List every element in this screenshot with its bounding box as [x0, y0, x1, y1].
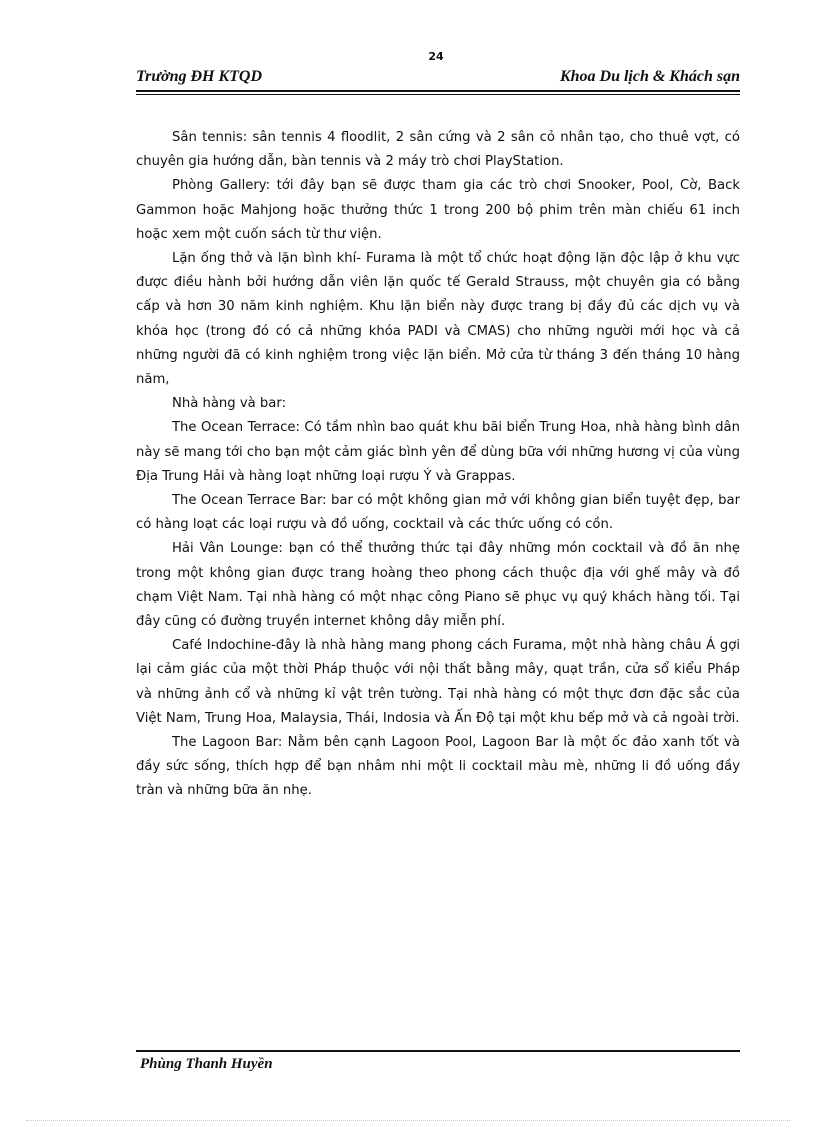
body-text — [136, 126, 740, 804]
page-bottom-dotted-line — [26, 1120, 790, 1121]
paragraph-restaurants-heading: Nhà hàng và bar: — [172, 396, 287, 412]
paragraph-gallery: Phòng Gallery: tới đây bạn sẽ được tham gia các trò chơi Snooker, Pool, Cờ, Back Gammon hoặc Mahjong hoặc thưởng thức 1 trong 200 bộ phim trên màn chiếu 61 inch hoặc xem một cuốn sách từ thư viện. — [136, 178, 740, 242]
paragraph-hai-van-lounge: Hải Vân Lounge: bạn có thể thưởng thức tại đây những món cocktail và đồ ăn nhẹ trong một không gian được trang hoàng theo phong cách thuộc địa với ghế mây và đồ chạm Việt Nam. Tại nhà hàng có một nhạc công Piano sẽ phục vụ quý khách hàng tối. Tại đây cũng có đường truyền internet không dây miễn phí. — [136, 541, 740, 630]
page-header — [136, 68, 740, 90]
header-rule — [136, 90, 740, 92]
paragraph-cafe-indochine: Café Indochine-đây là nhà hàng mang phong cách Furama, một nhà hàng châu Á gợi lại cảm giác của một thời Pháp thuộc với nội thất bằng mây, quạt trần, cửa sổ kiểu Pháp và những ảnh cổ và những kỉ vật trên tường. Tại nhà hàng có một thực đơn đặc sắc của Việt Nam, Trung Hoa, Malaysia, Thái, Indosia và Ấn Độ tại một khu bếp mở và cả ngoài trời. — [136, 638, 740, 726]
footer-rule — [136, 1050, 740, 1052]
paragraph-tennis: Sân tennis: sân tennis 4 floodlit, 2 sân cứng và 2 sân cỏ nhân tạo, cho thuê vợt, có chuyên gia hướng dẫn, bàn tennis và 2 máy trò chơi PlayStation. — [136, 130, 740, 170]
paragraph-ocean-terrace: The Ocean Terrace: Có tầm nhìn bao quát khu bãi biển Trung Hoa, nhà hàng bình dân này sẽ mang tới cho bạn một cảm giác bình yên để dùng bữa với những hương vị của vùng Địa Trung Hải và hàng loạt những loại rượu Ý và Grappas. — [136, 420, 740, 484]
paragraph-ocean-terrace-bar: The Ocean Terrace Bar: bar có một không gian mở với không gian biển tuyệt đẹp, bar có hàng loạt các loại rượu và đồ uống, cocktail và các thức uống có cồn. — [136, 493, 740, 533]
paragraph-lagoon-bar: The Lagoon Bar: Nằm bên cạnh Lagoon Pool, Lagoon Bar là một ốc đảo xanh tốt và đầy sức sống, thích hợp để bạn nhâm nhi một li cocktail màu mè, những li đồ uống đầy tràn và những bữa ăn nhẹ. — [136, 735, 740, 799]
paragraph-diving: Lặn ống thở và lặn bình khí- Furama là một tổ chức hoạt động lặn độc lập ở khu vực được điều hành bởi hướng dẫn viên lặn quốc tế Gerald Strauss, một chuyên gia có bằng cấp và hơn 30 năm kinh nghiệm. Khu lặn biển này được trang bị đầy đủ các dịch vụ và khóa học (trong đó có cả những khóa PADI và CMAS) cho những người mới học và cả những người đã có kinh nghiệm trong việc lặn biển. Mở cửa từ tháng 3 đến tháng 10 hàng năm, — [136, 251, 740, 388]
header-school: Trường ĐH KTQD — [136, 68, 263, 85]
page-number: 24 — [428, 50, 444, 63]
header-faculty: Khoa Du lịch & Khách sạn — [559, 68, 740, 85]
footer-author: Phùng Thanh Huyền — [140, 1056, 273, 1072]
header-rule-thin — [136, 94, 740, 95]
